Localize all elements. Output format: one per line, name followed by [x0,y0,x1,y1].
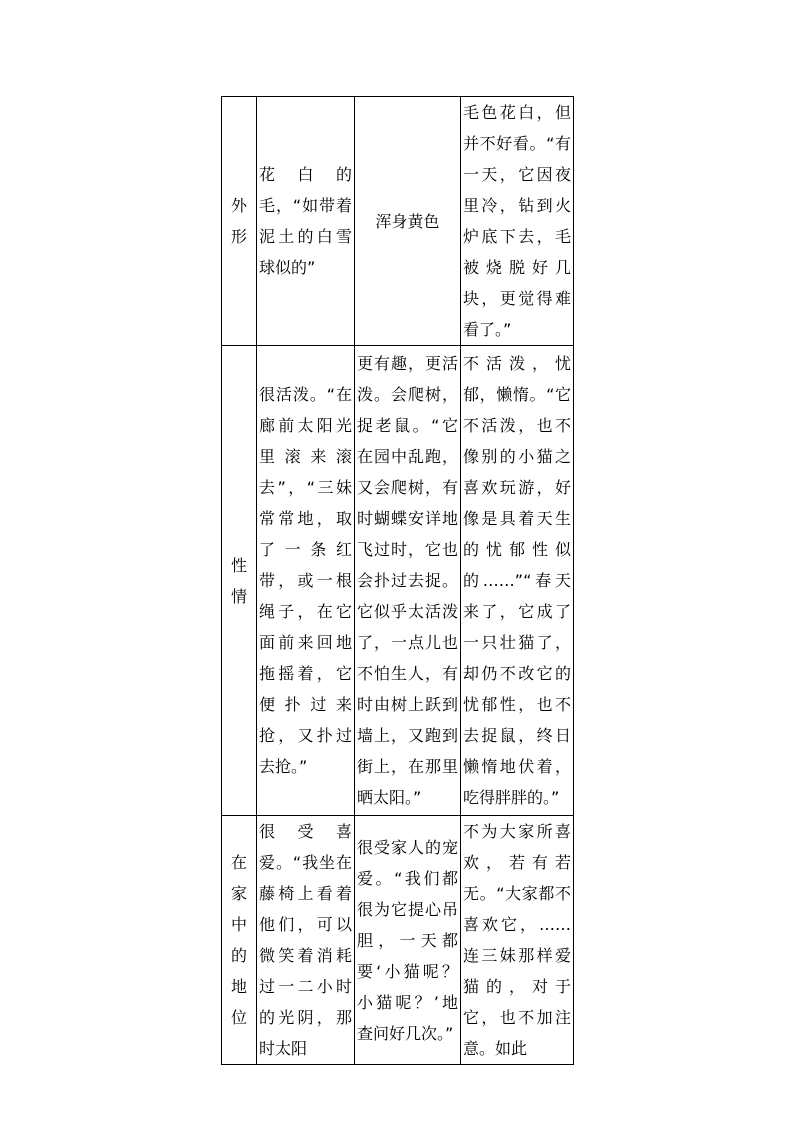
comparison-table [221,96,574,1065]
cell-cat3: 不活泼，忧郁，懒惰。“它不活泼，也不像别的小猫之喜欢玩游，好像是具着天生的忧郁性似的……”“春天来了，它成了一只壮猫了，却仍不改它的忧郁性，也不去捉鼠，终日懒惰地伏着，吃得胖胖的。” [461,346,574,816]
cell-cat2: 更有趣，更活泼。会爬树，捉老鼠。“它在园中乱跑，又会爬树，有时蝴蝶安详地飞过时，它也会扑过去捉。它似乎太活泼了，一点儿也不怕生人，有时由树上跃到墙上，又跑到街上，在那里晒太阳。” [355,346,461,816]
row-label-cell [222,346,257,816]
row-label-cell [222,816,257,1065]
cell-cat3: 不为大家所喜欢，若有若无。“大家都不喜欢它，……连三妹那样爱猫的，对于它，也不加注意。如此 [461,816,574,1065]
cell-cat1: 很受喜爱。“我坐在藤椅上看着他们，可以微笑着消耗过一二小时的光阴，那时太阳 [257,816,355,1065]
table-row [222,816,574,1065]
cell-cat2: 浑身黄色 [355,97,461,346]
cell-cat1: 很活泼。“在廊前太阳光里滚来滚去”，“三妹常常地，取了一条红带，或一根绳子，在它面前来回地拖摇着，它便扑过来抢，又扑过去抢。” [257,346,355,816]
cell-cat3: 毛色花白，但并不好看。“有一天，它因夜里冷，钻到火炉底下去，毛被烧脱好几块，更觉得难看了。” [461,97,574,346]
cell-cat1: 花白的毛，“如带着泥土的白雪球似的” [257,97,355,346]
row-label: 在家中的地位 [230,853,247,1027]
cell-cat2: 很受家人的宠爱。“我们都很为它提心吊胆，一天都要‘小猫呢？小猫呢？’地查问好几次。” [355,816,461,1065]
row-label-cell [222,97,257,346]
table-row [222,97,574,346]
table-row [222,346,574,816]
row-label: 外形 [230,196,247,246]
row-label: 性情 [230,555,247,606]
